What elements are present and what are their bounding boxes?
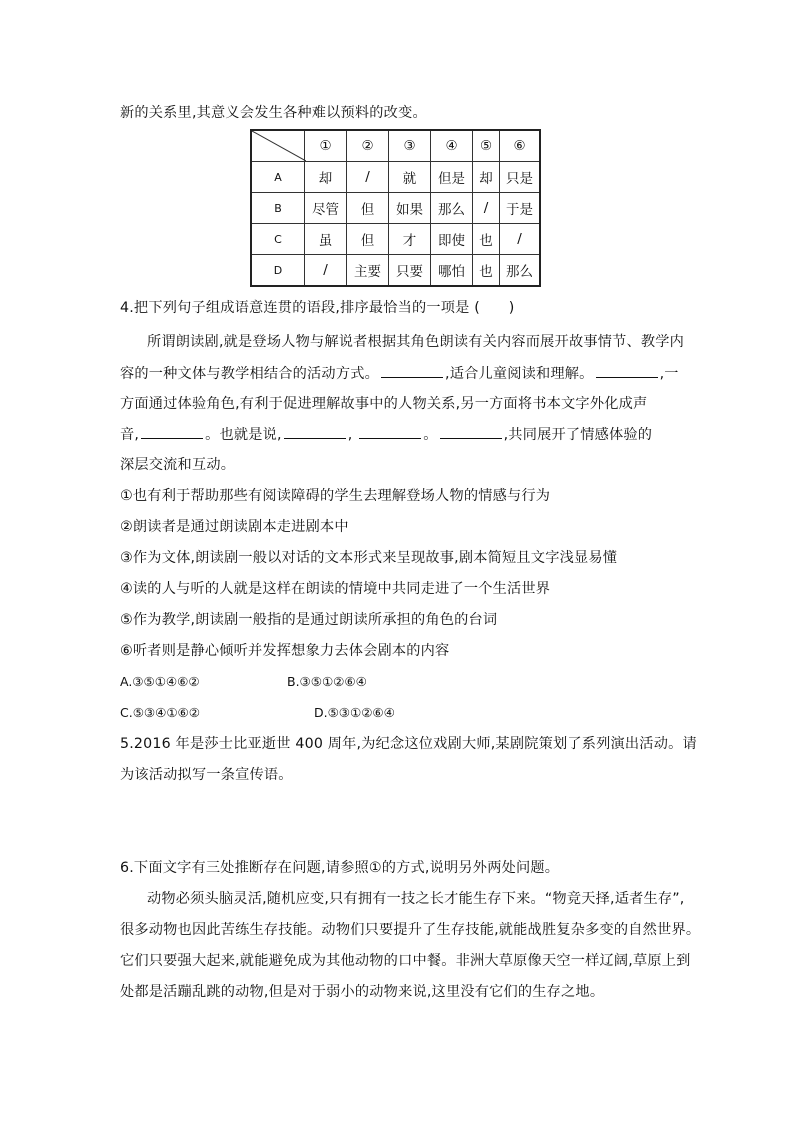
row-label: D xyxy=(251,255,305,287)
table-row xyxy=(251,162,540,193)
passage-text: ,共同展开了情感体验的 xyxy=(503,427,653,443)
q4-item: ②朗读者是通过朗读剧本走进剧本中 xyxy=(120,519,349,535)
q4-option-b[interactable]: B.③⑤①②⑥④ xyxy=(287,674,367,689)
q4-option-d[interactable]: D.⑤③①②⑥④ xyxy=(314,705,395,720)
table-cell: 于是 xyxy=(500,193,541,224)
q5-line-2: 为该活动拟写一条宣传语。 xyxy=(120,767,293,783)
q4-option-c[interactable]: C.⑤③④①⑥② xyxy=(120,705,200,720)
q6-passage-line-1: 动物必须头脑灵活,随机应变,只有拥有一技之长才能生存下来。“物竞天择,适者生存”, xyxy=(147,891,685,907)
header-cell: ① xyxy=(305,130,347,162)
answer-blank[interactable] xyxy=(359,424,421,439)
passage-text: 。也就是说, xyxy=(205,427,282,443)
table-cell: 但是 xyxy=(431,162,473,193)
passage-text: ,适合儿童阅读和理解。 xyxy=(444,366,594,382)
q4-item: ⑤作为教学,朗读剧一般指的是通过朗读所承担的角色的台词 xyxy=(120,612,498,628)
q6-passage-line-4: 处都是活蹦乱跳的动物,但是对于弱小的动物来说,这里没有它们的生存之地。 xyxy=(120,984,605,1000)
row-label: C xyxy=(251,224,305,255)
header-cell: ② xyxy=(347,130,389,162)
table-cell: / xyxy=(473,193,500,224)
q4-passage-line-5: 深层交流和互动。 xyxy=(120,457,236,473)
table-row xyxy=(251,255,540,287)
table-cell: 就 xyxy=(389,162,431,193)
table-header-row xyxy=(251,130,540,162)
table-cell: 却 xyxy=(473,162,500,193)
row-label: B xyxy=(251,193,305,224)
table-cell: 尽管 xyxy=(305,193,347,224)
passage-text: , xyxy=(347,427,353,443)
table-cell: 也 xyxy=(473,255,500,287)
table-cell: 那么 xyxy=(431,193,473,224)
q4-item: ④读的人与听的人就是这样在朗读的情境中共同走进了一个生活世界 xyxy=(120,581,551,597)
q4-stem-text: 4.把下列句子组成语意连贯的语段,排序最恰当的一项是 xyxy=(120,300,470,316)
q4-passage-line-3: 方面通过体验角色,有利于促进理解故事中的人物关系,另一方面将书本文字外化成声 xyxy=(120,396,648,412)
q6-passage-line-3: 它们只要强大起来,就能避免成为其他动物的口中餐。非洲大草原像天空一样辽阔,草原上到 xyxy=(120,953,691,969)
header-cell: ④ xyxy=(431,130,473,162)
q4-answer-paren: ( ) xyxy=(474,300,515,316)
q4-item: ③作为文体,朗读剧一般以对话的文本形式来呈现故事,剧本简短且文字浅显易懂 xyxy=(120,550,618,566)
table-cell: 虽 xyxy=(305,224,347,255)
q4-passage-line-1: 所谓朗读剧,就是登场人物与解说者根据其角色朗读有关内容而展开故事情节、教学内 xyxy=(147,334,685,350)
header-cell: ③ xyxy=(389,130,431,162)
passage-text: 。 xyxy=(423,427,438,443)
q4-item: ⑥听者则是静心倾听并发挥想象力去体会剧本的内容 xyxy=(120,643,450,659)
table-cell: 但 xyxy=(347,193,389,224)
q4-passage-line-4 xyxy=(120,424,652,445)
diagonal-header-cell xyxy=(251,130,305,162)
table-cell: 只是 xyxy=(500,162,541,193)
answer-blank[interactable] xyxy=(440,424,502,439)
diagonal-line-icon xyxy=(252,131,306,161)
table-cell: 那么 xyxy=(500,255,541,287)
table-cell: 哪怕 xyxy=(431,255,473,287)
table-cell: 也 xyxy=(473,224,500,255)
q6-stem: 6.下面文字有三处推断存在问题,请参照①的方式,说明另外两处问题。 xyxy=(120,860,560,876)
q4-item: ①也有利于帮助那些有阅读障碍的学生去理解登场人物的情感与行为 xyxy=(120,488,551,504)
table-cell: / xyxy=(305,255,347,287)
q6-passage-line-2: 很多动物也因此苦练生存技能。动物们只要提升了生存技能,就能战胜复杂多变的自然世界。 xyxy=(120,922,701,938)
table-row xyxy=(251,193,540,224)
header-cell: ⑤ xyxy=(473,130,500,162)
table-cell: 但 xyxy=(347,224,389,255)
header-cell: ⑥ xyxy=(500,130,541,162)
q4-passage-line-2 xyxy=(120,363,679,384)
answer-blank[interactable] xyxy=(141,424,203,439)
answer-blank[interactable] xyxy=(596,363,658,378)
table-cell: / xyxy=(500,224,541,255)
q4-stem xyxy=(120,298,514,318)
table-cell: 如果 xyxy=(389,193,431,224)
table-cell: 只要 xyxy=(389,255,431,287)
table-cell: 即使 xyxy=(431,224,473,255)
q5-line-1: 5.2016 年是莎士比亚逝世 400 周年,为纪念这位戏剧大师,某剧院策划了系列演出活动。请 xyxy=(120,736,697,752)
answer-table xyxy=(250,129,541,287)
row-label: A xyxy=(251,162,305,193)
table-row xyxy=(251,224,540,255)
answer-blank[interactable] xyxy=(381,363,443,378)
answer-blank[interactable] xyxy=(284,424,346,439)
table-cell: 才 xyxy=(389,224,431,255)
table-cell: 主要 xyxy=(347,255,389,287)
passage-text: ,一 xyxy=(659,366,679,382)
q4-option-a[interactable]: A.③⑤①④⑥② xyxy=(120,674,200,689)
passage-text: 音, xyxy=(120,427,140,443)
passage-text: 容的一种文体与教学相结合的活动方式。 xyxy=(120,366,379,382)
table-cell: 却 xyxy=(305,162,347,193)
table-cell: / xyxy=(347,162,389,193)
intro-line: 新的关系里,其意义会发生各种难以预料的改变。 xyxy=(120,105,427,121)
